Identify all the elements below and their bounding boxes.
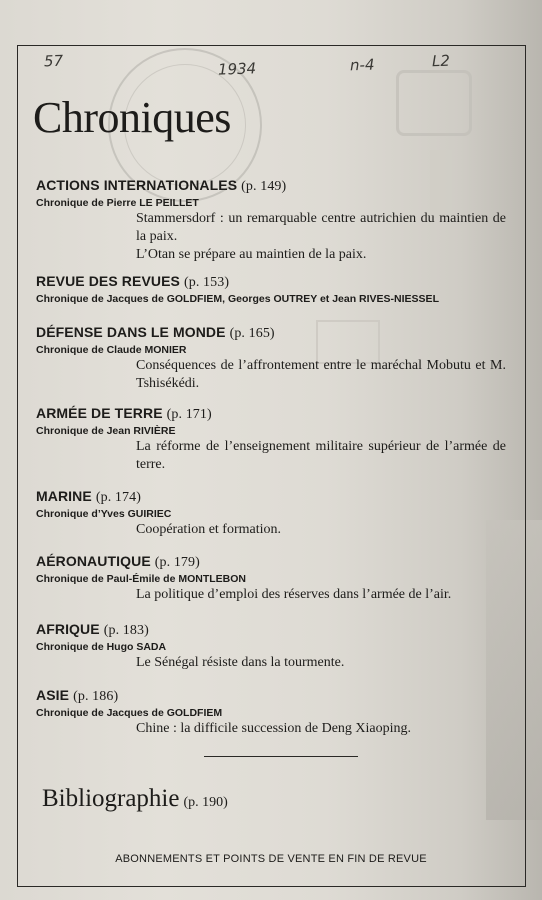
section-heading xyxy=(36,323,516,343)
article-list xyxy=(136,357,506,393)
article-list xyxy=(136,720,506,738)
chronicle-section xyxy=(36,176,516,264)
article-title: L’Otan se prépare au maintien de la paix. xyxy=(136,247,367,262)
bibliography-heading xyxy=(42,785,228,813)
section-byline: Chronique de Jacques de GOLDFIEM, Georges OUTREY et Jean RIVES-NIESSEL xyxy=(36,293,439,305)
article-title: Le Sénégal résiste dans la tourmente. xyxy=(136,655,345,670)
article-list xyxy=(136,654,506,672)
section-byline: Chronique de Hugo SADA xyxy=(36,641,167,653)
section-title: DÉFENSE DANS LE MONDE xyxy=(36,324,226,340)
article-title: La politique d’emploi des réserves dans l’armée de l’air. xyxy=(136,587,452,602)
chronicle-section xyxy=(36,620,516,672)
section-page-ref: (p. 165) xyxy=(229,326,275,341)
section-heading xyxy=(36,404,516,424)
section-page-ref: (p. 186) xyxy=(73,689,119,704)
section-title: REVUE DES REVUES xyxy=(36,273,180,289)
article-title: Conséquences de l’affrontement entre le maréchal Mobutu et M. Tshisékédi. xyxy=(136,358,506,391)
section-title: ASIE xyxy=(36,687,70,703)
article-list xyxy=(136,438,506,474)
section-page-ref: (p. 183) xyxy=(103,623,149,638)
section-page-ref: (p. 179) xyxy=(154,555,200,570)
section-page-ref: (p. 153) xyxy=(183,275,230,290)
chronicle-section xyxy=(36,404,516,474)
section-title: ARMÉE DE TERRE xyxy=(36,405,163,421)
divider xyxy=(204,756,358,757)
handwritten-ref: 57 xyxy=(43,51,64,71)
section-heading xyxy=(36,620,516,640)
section-byline: Chronique de Pierre LE PEILLET xyxy=(36,197,199,209)
section-title: AFRIQUE xyxy=(36,621,100,637)
article-title: Coopération et formation. xyxy=(136,522,282,537)
handwritten-code: L2 xyxy=(431,51,451,71)
section-heading xyxy=(36,552,516,572)
article-list xyxy=(136,521,506,539)
chronicle-section xyxy=(36,272,516,306)
chronicle-section xyxy=(36,552,516,604)
section-page-ref: (p. 171) xyxy=(166,407,212,422)
article-list xyxy=(136,586,506,604)
section-byline: Chronique de Jean RIVIÈRE xyxy=(36,425,176,437)
bibliography-page-ref: (p. 190) xyxy=(183,795,228,810)
section-title: MARINE xyxy=(36,488,92,504)
section-title: AÉRONAUTIQUE xyxy=(36,553,151,569)
section-heading xyxy=(36,686,516,706)
handwritten-mark: n-4 xyxy=(349,55,375,75)
page-title: Chroniques xyxy=(33,93,231,142)
section-byline: Chronique de Jacques de GOLDFIEM xyxy=(36,707,223,719)
chronicle-section xyxy=(36,487,516,539)
article-list xyxy=(136,210,506,264)
section-heading xyxy=(36,487,516,507)
chronicle-section xyxy=(36,323,516,393)
section-title: ACTIONS INTERNATIONALES xyxy=(36,177,238,193)
bibliography-title: Bibliographie xyxy=(42,785,180,812)
footer-note: ABONNEMENTS ET POINTS DE VENTE EN FIN DE REVUE xyxy=(115,853,427,865)
section-byline: Chronique d’Yves GUIRIEC xyxy=(36,508,172,520)
article-title: La réforme de l’enseignement militaire supérieur de l’armée de terre. xyxy=(136,439,506,472)
article-title: Chine : la difficile succession de Deng Xiaoping. xyxy=(136,721,412,736)
section-byline: Chronique de Paul-Émile de MONTLEBON xyxy=(36,573,247,585)
section-page-ref: (p. 174) xyxy=(95,490,141,505)
chronicle-section xyxy=(36,686,516,738)
section-byline: Chronique de Claude MONIER xyxy=(36,344,187,356)
section-heading xyxy=(36,176,516,196)
section-heading xyxy=(36,272,516,292)
section-page-ref: (p. 149) xyxy=(241,179,287,194)
handwritten-year: 1934 xyxy=(217,59,257,79)
article-title: Stammersdorf : un remarquable centre autrichien du maintien de la paix. xyxy=(136,211,506,244)
